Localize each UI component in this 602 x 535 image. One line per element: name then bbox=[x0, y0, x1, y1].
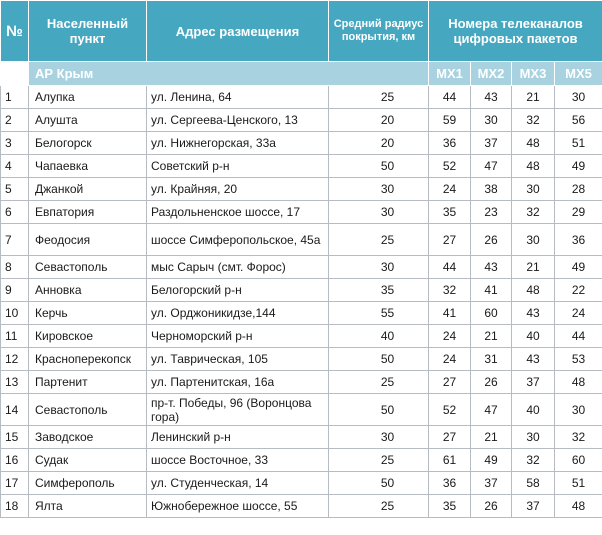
header-channels: Номера телеканалов цифровых пакетов bbox=[429, 1, 602, 62]
row-mx1: 44 bbox=[429, 256, 471, 279]
row-city: Заводское bbox=[29, 426, 147, 449]
row-mx1: 24 bbox=[429, 178, 471, 201]
table-row bbox=[1, 449, 602, 472]
row-radius: 30 bbox=[329, 201, 429, 224]
table-row bbox=[1, 132, 602, 155]
row-address: пр-т. Победы, 96 (Воронцова гора) bbox=[147, 394, 329, 426]
table-row bbox=[1, 109, 602, 132]
row-city: Феодосия bbox=[29, 224, 147, 256]
table-row bbox=[1, 426, 602, 449]
row-radius: 30 bbox=[329, 426, 429, 449]
row-radius: 50 bbox=[329, 472, 429, 495]
row-radius: 50 bbox=[329, 394, 429, 426]
row-mx3: 43 bbox=[512, 348, 555, 371]
table-row bbox=[1, 178, 602, 201]
row-mx1: 35 bbox=[429, 201, 471, 224]
row-mx3: 30 bbox=[512, 178, 555, 201]
row-address: ул. Ленина, 64 bbox=[147, 86, 329, 109]
table-row bbox=[1, 86, 602, 109]
row-mx5: 24 bbox=[555, 302, 602, 325]
row-mx2: 21 bbox=[471, 325, 512, 348]
row-mx3: 48 bbox=[512, 155, 555, 178]
row-num: 11 bbox=[1, 325, 29, 348]
row-mx3: 40 bbox=[512, 325, 555, 348]
row-address: ул. Партенитская, 16а bbox=[147, 371, 329, 394]
row-mx2: 37 bbox=[471, 132, 512, 155]
row-mx3: 21 bbox=[512, 86, 555, 109]
row-radius: 25 bbox=[329, 86, 429, 109]
row-radius: 40 bbox=[329, 325, 429, 348]
row-mx3: 37 bbox=[512, 495, 555, 518]
row-mx3: 43 bbox=[512, 302, 555, 325]
table-row bbox=[1, 394, 602, 426]
row-mx1: 24 bbox=[429, 325, 471, 348]
row-address: Ленинский р-н bbox=[147, 426, 329, 449]
row-mx3: 37 bbox=[512, 371, 555, 394]
row-num: 10 bbox=[1, 302, 29, 325]
row-mx5: 56 bbox=[555, 109, 602, 132]
row-num: 6 bbox=[1, 201, 29, 224]
row-num: 18 bbox=[1, 495, 29, 518]
row-address: ул. Нижнегорская, 33а bbox=[147, 132, 329, 155]
row-mx5: 29 bbox=[555, 201, 602, 224]
row-mx2: 38 bbox=[471, 178, 512, 201]
row-radius: 25 bbox=[329, 495, 429, 518]
row-mx1: 36 bbox=[429, 472, 471, 495]
row-mx5: 49 bbox=[555, 155, 602, 178]
row-mx5: 32 bbox=[555, 426, 602, 449]
row-city: Судак bbox=[29, 449, 147, 472]
row-address: ул. Сергеева-Ценского, 13 bbox=[147, 109, 329, 132]
row-city: Анновка bbox=[29, 279, 147, 302]
table-row bbox=[1, 371, 602, 394]
row-mx1: 61 bbox=[429, 449, 471, 472]
row-mx5: 49 bbox=[555, 256, 602, 279]
row-mx2: 26 bbox=[471, 495, 512, 518]
table-row bbox=[1, 325, 602, 348]
row-mx3: 32 bbox=[512, 449, 555, 472]
row-mx3: 48 bbox=[512, 132, 555, 155]
row-mx1: 36 bbox=[429, 132, 471, 155]
row-mx3: 30 bbox=[512, 224, 555, 256]
table-row bbox=[1, 302, 602, 325]
row-radius: 50 bbox=[329, 155, 429, 178]
row-num: 13 bbox=[1, 371, 29, 394]
row-mx2: 41 bbox=[471, 279, 512, 302]
mx5-header: MX5 bbox=[555, 62, 602, 86]
row-mx2: 47 bbox=[471, 394, 512, 426]
row-mx2: 21 bbox=[471, 426, 512, 449]
row-mx2: 37 bbox=[471, 472, 512, 495]
header-radius: Средний радиус покрытия, км bbox=[329, 1, 429, 62]
row-address: Черноморский р-н bbox=[147, 325, 329, 348]
row-mx5: 51 bbox=[555, 472, 602, 495]
row-mx3: 32 bbox=[512, 109, 555, 132]
region-num-cell bbox=[1, 62, 29, 86]
row-address: Раздольненское шоссе, 17 bbox=[147, 201, 329, 224]
table-row bbox=[1, 495, 602, 518]
row-num: 2 bbox=[1, 109, 29, 132]
row-mx1: 52 bbox=[429, 394, 471, 426]
mx1-header: MX1 bbox=[429, 62, 471, 86]
row-radius: 20 bbox=[329, 132, 429, 155]
row-num: 1 bbox=[1, 86, 29, 109]
row-city: Евпатория bbox=[29, 201, 147, 224]
table-row bbox=[1, 279, 602, 302]
row-city: Чапаевка bbox=[29, 155, 147, 178]
row-city: Алупка bbox=[29, 86, 147, 109]
row-radius: 25 bbox=[329, 371, 429, 394]
row-mx3: 58 bbox=[512, 472, 555, 495]
header-city: Населенный пункт bbox=[29, 1, 147, 62]
row-mx1: 52 bbox=[429, 155, 471, 178]
row-address: Южнобережное шоссе, 55 bbox=[147, 495, 329, 518]
row-mx1: 27 bbox=[429, 224, 471, 256]
table-row bbox=[1, 472, 602, 495]
table-row bbox=[1, 348, 602, 371]
row-mx2: 30 bbox=[471, 109, 512, 132]
row-mx5: 51 bbox=[555, 132, 602, 155]
row-radius: 35 bbox=[329, 279, 429, 302]
row-num: 7 bbox=[1, 224, 29, 256]
table-header bbox=[1, 1, 602, 62]
row-mx2: 26 bbox=[471, 224, 512, 256]
row-city: Джанкой bbox=[29, 178, 147, 201]
row-mx2: 23 bbox=[471, 201, 512, 224]
row-radius: 50 bbox=[329, 348, 429, 371]
row-num: 14 bbox=[1, 394, 29, 426]
table-row bbox=[1, 256, 602, 279]
row-mx1: 32 bbox=[429, 279, 471, 302]
row-city: Кировское bbox=[29, 325, 147, 348]
row-num: 12 bbox=[1, 348, 29, 371]
row-mx5: 22 bbox=[555, 279, 602, 302]
mx3-header: MX3 bbox=[512, 62, 555, 86]
row-mx3: 32 bbox=[512, 201, 555, 224]
header-address: Адрес размещения bbox=[147, 1, 329, 62]
row-mx3: 21 bbox=[512, 256, 555, 279]
row-num: 8 bbox=[1, 256, 29, 279]
row-mx2: 31 bbox=[471, 348, 512, 371]
row-mx1: 27 bbox=[429, 371, 471, 394]
table-row bbox=[1, 201, 602, 224]
row-radius: 25 bbox=[329, 449, 429, 472]
row-num: 15 bbox=[1, 426, 29, 449]
row-mx5: 30 bbox=[555, 394, 602, 426]
row-mx5: 48 bbox=[555, 495, 602, 518]
row-mx5: 44 bbox=[555, 325, 602, 348]
region-name: АР Крым bbox=[29, 62, 429, 86]
row-city: Ялта bbox=[29, 495, 147, 518]
row-address: ул. Орджоникидзе,144 bbox=[147, 302, 329, 325]
row-radius: 25 bbox=[329, 224, 429, 256]
row-num: 16 bbox=[1, 449, 29, 472]
row-city: Севастополь bbox=[29, 256, 147, 279]
row-radius: 30 bbox=[329, 256, 429, 279]
row-radius: 20 bbox=[329, 109, 429, 132]
header-num: № bbox=[1, 1, 29, 62]
row-num: 4 bbox=[1, 155, 29, 178]
table-row bbox=[1, 224, 602, 256]
mx2-header: MX2 bbox=[471, 62, 512, 86]
row-address: шоссе Симферопольское, 45а bbox=[147, 224, 329, 256]
row-num: 9 bbox=[1, 279, 29, 302]
row-mx2: 60 bbox=[471, 302, 512, 325]
row-address: Белогорский р-н bbox=[147, 279, 329, 302]
row-mx2: 43 bbox=[471, 256, 512, 279]
row-address: ул. Таврическая, 105 bbox=[147, 348, 329, 371]
row-city: Симферополь bbox=[29, 472, 147, 495]
row-mx2: 43 bbox=[471, 86, 512, 109]
row-mx1: 41 bbox=[429, 302, 471, 325]
row-city: Партенит bbox=[29, 371, 147, 394]
row-radius: 30 bbox=[329, 178, 429, 201]
row-address: шоссе Восточное, 33 bbox=[147, 449, 329, 472]
row-city: Керчь bbox=[29, 302, 147, 325]
row-num: 5 bbox=[1, 178, 29, 201]
row-address: ул. Крайняя, 20 bbox=[147, 178, 329, 201]
row-city: Алушта bbox=[29, 109, 147, 132]
row-mx2: 47 bbox=[471, 155, 512, 178]
row-mx5: 28 bbox=[555, 178, 602, 201]
row-radius: 55 bbox=[329, 302, 429, 325]
row-num: 17 bbox=[1, 472, 29, 495]
row-city: Севастополь bbox=[29, 394, 147, 426]
row-mx1: 59 bbox=[429, 109, 471, 132]
row-num: 3 bbox=[1, 132, 29, 155]
row-city: Красноперекопск bbox=[29, 348, 147, 371]
row-mx5: 48 bbox=[555, 371, 602, 394]
row-mx2: 26 bbox=[471, 371, 512, 394]
row-mx2: 49 bbox=[471, 449, 512, 472]
row-address: Советский р-н bbox=[147, 155, 329, 178]
row-mx3: 40 bbox=[512, 394, 555, 426]
table-row bbox=[1, 155, 602, 178]
row-mx1: 35 bbox=[429, 495, 471, 518]
row-mx1: 44 bbox=[429, 86, 471, 109]
row-mx5: 60 bbox=[555, 449, 602, 472]
table-body bbox=[1, 86, 602, 518]
row-mx1: 27 bbox=[429, 426, 471, 449]
row-mx3: 48 bbox=[512, 279, 555, 302]
row-mx3: 30 bbox=[512, 426, 555, 449]
row-address: мыс Сарыч (смт. Форос) bbox=[147, 256, 329, 279]
row-mx5: 36 bbox=[555, 224, 602, 256]
region-row bbox=[1, 62, 602, 86]
row-mx1: 24 bbox=[429, 348, 471, 371]
row-mx5: 30 bbox=[555, 86, 602, 109]
row-city: Белогорск bbox=[29, 132, 147, 155]
row-address: ул. Студенческая, 14 bbox=[147, 472, 329, 495]
row-mx5: 53 bbox=[555, 348, 602, 371]
